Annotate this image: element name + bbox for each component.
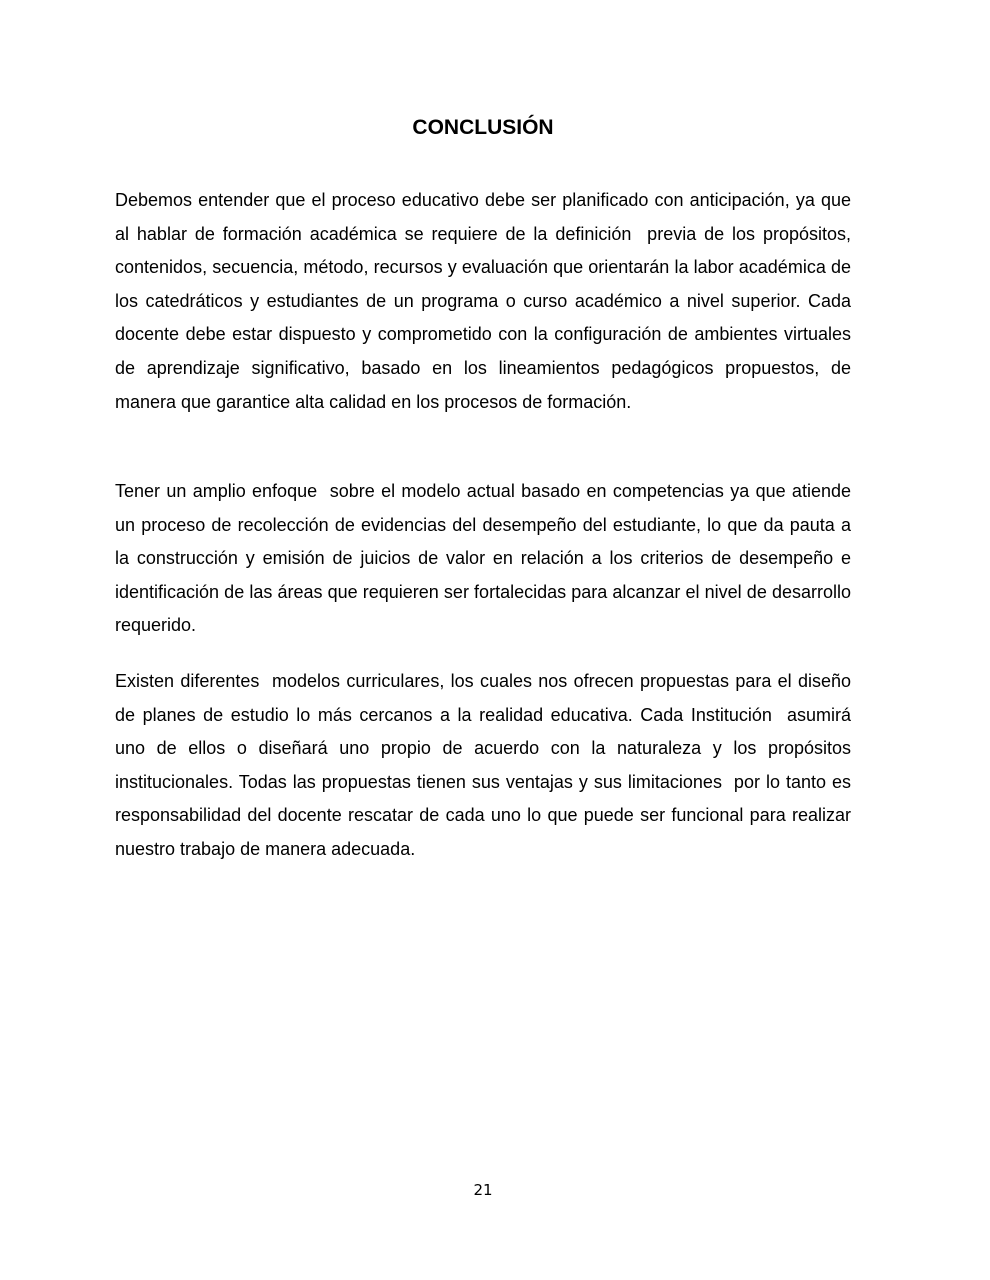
paragraph-3: Existen diferentes modelos curriculares, los cuales nos ofrecen propuestas para el diseño de planes de estudio lo más cercanos a la realidad educativa. Cada Institución asumirá uno de ellos o diseñará uno propio de acuerdo con la naturaleza y los propósitos institucionales. Todas las propuestas tienen sus ventajas y sus limitaciones por lo tanto es responsabilidad del docente rescatar de cada uno lo que puede ser funcional para realizar nuestro trabajo de manera adecuada. [115, 671, 862, 859]
paragraph-2: Tener un amplio enfoque sobre el modelo actual basado en competencias ya que atiende un proceso de recolección de evidencias del desempeño del estudiante, lo que da pauta a la construcción y emisión de juicios de valor en relación a los criterios de desempeño e identificación de las áreas que requieren ser fortalecidas para alcanzar el nivel de desarrollo requerido. [115, 481, 857, 636]
page-title: CONCLUSIÓN [412, 116, 554, 139]
page-number: 21 [473, 1181, 493, 1199]
paragraph-1: Debemos entender que el proceso educativo debe ser planificado con anticipación, ya que al hablar de formación académica se requiere de la definición previa de los propósitos, contenidos, secuencia, método, recursos y evaluación que orientarán la labor académica de los catedráticos y estudiantes de un programa o curso académico a nivel superior. Cada docente debe estar dispuesto y comprometido con la configuración de ambientes virtuales de aprendizaje significativo, basado en los lineamientos pedagógicos propuestos, de manera que garantice alta calidad en los procesos de formación. [115, 190, 857, 412]
